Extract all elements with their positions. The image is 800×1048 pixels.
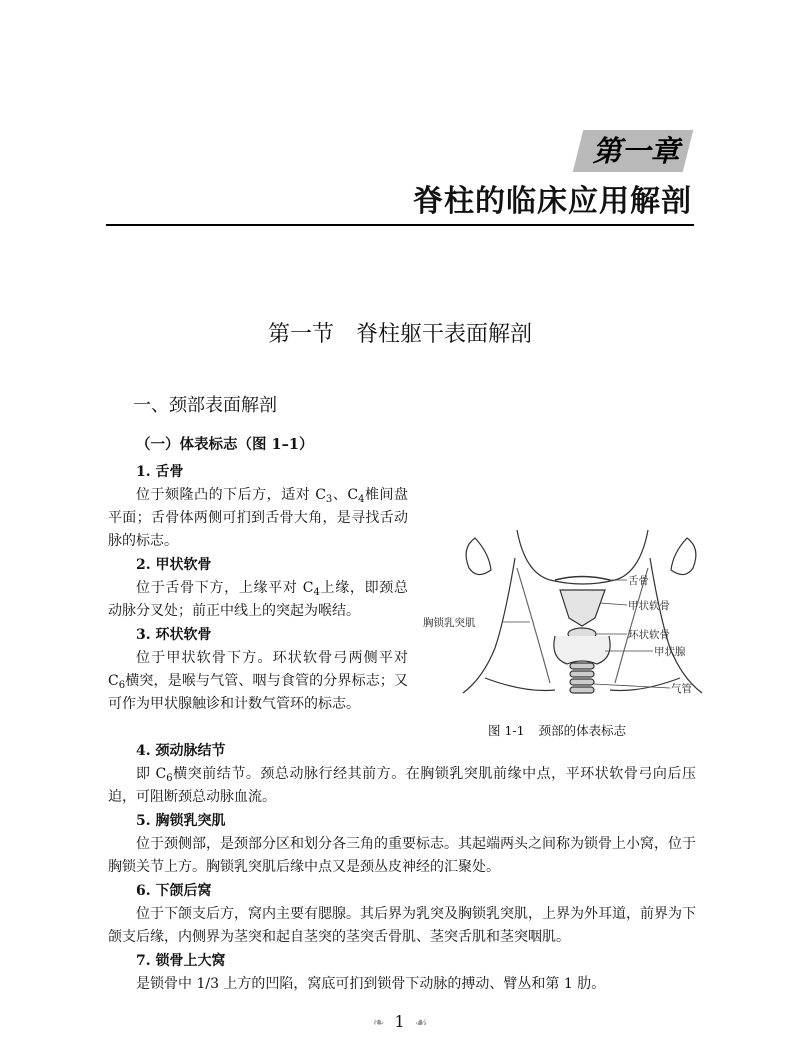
figure-number: 图 1-1 <box>488 723 525 738</box>
page-number: 1 <box>394 1012 405 1031</box>
right-ornament-icon: ☙ <box>414 1015 428 1031</box>
subsection-title: 一、颈部表面解剖 <box>133 395 277 416</box>
item-number: 3. <box>136 627 151 643</box>
neck-right-outline <box>650 558 702 693</box>
item-heading-text: 下颌后窝 <box>155 883 212 899</box>
figure-caption <box>488 722 640 740</box>
page-footer <box>0 1012 800 1031</box>
paragraph: 位于颏隆凸的下后方，适对 $C_3$、$C_4$椎间盘平面；舌骨体两侧可扪到舌骨大角，是寻找舌动脉的标志。 <box>108 487 408 550</box>
item-heading <box>136 810 226 832</box>
item-heading-text: 甲状软骨 <box>155 557 212 573</box>
item-heading <box>136 554 212 576</box>
label-thyroid-cartilage: 甲状软骨 <box>628 600 670 612</box>
paragraph: 是锁骨中 1/3 上方的凹陷，窝底可扪到锁骨下动脉的搏动、臂丛和第 1 肋。 <box>136 976 606 992</box>
right-ear <box>671 538 696 575</box>
item-heading-text: 胸锁乳突肌 <box>155 813 226 829</box>
label-cricoid: 环状软骨 <box>628 629 670 641</box>
item-number: 4. <box>136 743 151 759</box>
paragraph: 位于舌骨下方，上缘平对 $C_4$上缘，即颈总动脉分叉处；前正中线上的突起为喉结。 <box>108 580 408 620</box>
figure-caption-text: 颈部的体表标志 <box>538 723 627 738</box>
item-heading <box>136 880 212 902</box>
chapter-title: 脊柱的临床应用解剖 <box>413 184 692 219</box>
item-heading-text: 环状软骨 <box>155 627 212 643</box>
paragraph: 位于下颌支后方，窝内主要有腮腺。其后界为乳突及胸锁乳突肌，上界为外耳道，前界为下颌支后缘，内侧界为茎突和起自茎突的茎突舌骨肌、茎突舌肌和茎突咽肌。 <box>108 906 696 946</box>
label-scm: 胸锁乳突肌 <box>423 617 476 629</box>
item-heading <box>136 740 226 762</box>
item-heading-text: 舌骨 <box>155 464 184 480</box>
item-number: 6. <box>136 883 151 899</box>
left-ornament-icon: ❧ <box>372 1015 385 1031</box>
neck-landmarks-figure <box>423 518 710 718</box>
item-heading <box>136 624 212 646</box>
item-heading <box>136 950 226 972</box>
item-number: 5. <box>136 813 151 829</box>
label-hyoid: 舌骨 <box>628 575 649 587</box>
paragraph: 即 $C_6$横突前结节。颈总动脉行经其前方。在胸锁乳突肌前缘中点，平环状软骨弓向后压迫，可阻断颈总动脉血流。 <box>108 766 696 806</box>
item-heading-text: 锁骨上大窝 <box>155 953 226 969</box>
paragraph: 位于甲状软骨下方。环状软骨弓两侧平对 $C_6$横突，是喉与气管、咽与食管的分界标志；又可作为甲状腺触诊和计数气管环的标志。 <box>108 650 408 713</box>
label-trachea: 气管 <box>671 683 692 695</box>
chapter-rule <box>106 224 694 226</box>
left-ear <box>466 538 491 575</box>
subsubsection-title: （一）体表标志（图 1–1） <box>136 436 314 453</box>
item-heading-text: 颈动脉结节 <box>155 743 226 759</box>
section-title: 第一节 脊柱躯干表面解剖 <box>267 322 532 347</box>
paragraph: 位于颈侧部，是颈部分区和划分各三角的重要标志。其起端两头之间称为锁骨上小窝，位于胸锁关节上方。胸锁乳突肌后缘中点又是颈丛皮神经的汇聚处。 <box>108 836 696 876</box>
label-thyroid-gland: 甲状腺 <box>654 646 686 658</box>
chapter-label: 第一章 <box>592 134 680 168</box>
item-number: 7. <box>136 953 151 969</box>
item-heading <box>136 461 184 483</box>
item-number: 2. <box>136 557 151 573</box>
item-number: 1. <box>136 464 151 480</box>
